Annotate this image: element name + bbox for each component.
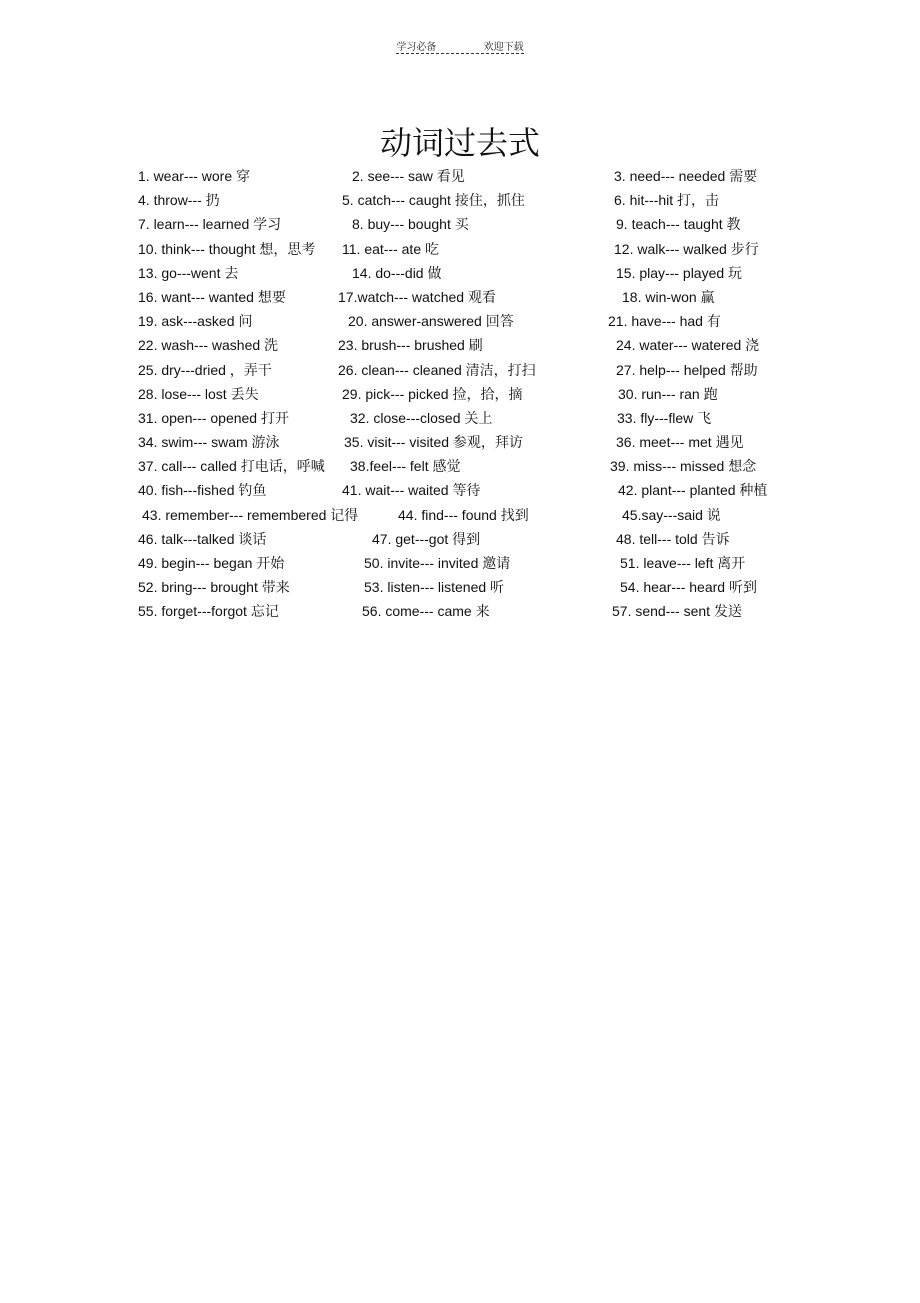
verb-row: [0, 311, 920, 335]
verb-entry: 37. call--- called 打电话，呼喊: [138, 458, 325, 475]
verb-entry: 50. invite--- invited 邀请: [364, 555, 511, 571]
verb-row: [0, 577, 920, 601]
verb-row: [0, 529, 920, 553]
verb-row: [0, 287, 920, 311]
verb-entry: 25. dry---dried ，弄干: [138, 361, 272, 378]
verb-entry: 29. pick--- picked 捡，拾，摘: [342, 385, 523, 402]
verb-entry: 48. tell--- told 告诉: [616, 530, 730, 547]
verb-list: [0, 166, 920, 626]
verb-entry: 20. answer-answered 回答: [348, 313, 514, 330]
verb-row: [0, 456, 920, 480]
verb-row: [0, 384, 920, 408]
verb-entry: 2. see--- saw 看见: [352, 168, 465, 184]
verb-entry: 47. get---got 得到: [372, 530, 481, 547]
verb-entry: 35. visit--- visited 参观，拜访: [344, 434, 523, 451]
verb-row: [0, 360, 920, 384]
verb-entry: 45.say---said 说: [622, 506, 721, 523]
verb-entry: 31. open--- opened 打开: [138, 409, 289, 426]
verb-entry: 34. swim--- swam 游泳: [138, 434, 280, 451]
verb-row: [0, 553, 920, 577]
verb-entry: 21. have--- had 有: [608, 313, 721, 330]
header-right-text: 欢迎下载: [483, 42, 524, 53]
verb-entry: 5. catch--- caught 接住，抓住: [342, 192, 525, 209]
verb-entry: 4. throw--- 扔: [138, 192, 220, 209]
verb-entry: 19. ask---asked 问: [138, 313, 253, 330]
verb-entry: 36. meet--- met 遇见: [616, 434, 744, 451]
verb-row: [0, 432, 920, 456]
verb-entry: 18. win-won 赢: [622, 288, 715, 305]
verb-entry: 8. buy--- bought 买: [352, 216, 469, 233]
verb-row: [0, 263, 920, 287]
verb-entry: 3. need--- needed 需要: [614, 168, 758, 184]
verb-entry: 40. fish---fished 钓鱼: [138, 482, 267, 499]
verb-row: [0, 480, 920, 504]
verb-entry: 6. hit---hit 打，击: [614, 192, 720, 209]
verb-entry: 51. leave--- left 离开: [620, 555, 746, 571]
verb-row: [0, 335, 920, 359]
verb-entry: 46. talk---talked 谈话: [138, 530, 267, 547]
verb-row: [0, 190, 920, 214]
verb-entry: 57. send--- sent 发送: [612, 603, 742, 620]
verb-entry: 56. come--- came 来: [362, 603, 490, 620]
verb-entry: 15. play--- played 玩: [616, 264, 743, 281]
verb-entry: 16. want--- wanted 想要: [138, 288, 286, 305]
verb-entry: 33. fly---flew 飞: [617, 409, 712, 426]
verb-entry: 32. close---closed 关上: [350, 409, 493, 426]
verb-entry: 7. learn--- learned 学习: [138, 216, 282, 233]
verb-entry: 39. miss--- missed 想念: [610, 458, 757, 475]
verb-entry: 13. go---went 去: [138, 264, 239, 281]
verb-entry: 28. lose--- lost 丢失: [138, 385, 259, 402]
verb-entry: 12. walk--- walked 步行: [614, 240, 759, 257]
verb-entry: 41. wait--- waited 等待: [342, 482, 481, 499]
verb-entry: 52. bring--- brought 带来: [138, 579, 290, 596]
verb-entry: 10. think--- thought 想，思考: [138, 240, 316, 257]
verb-entry: 38.feel--- felt 感觉: [350, 458, 461, 475]
verb-entry: 24. water--- watered 浇: [616, 337, 760, 354]
verb-entry: 22. wash--- washed 洗: [138, 337, 279, 354]
verb-entry: 43. remember--- remembered 记得: [142, 506, 359, 523]
verb-row: [0, 601, 920, 625]
verb-entry: 1. wear--- wore 穿: [138, 168, 251, 184]
header-divider: [396, 53, 524, 54]
verb-row: [0, 214, 920, 238]
verb-entry: 26. clean--- cleaned 清洁，打扫: [338, 361, 536, 378]
verb-entry: 14. do---did 做: [352, 264, 442, 281]
page-header: [0, 38, 920, 53]
verb-entry: 11. eat--- ate 吃: [342, 240, 440, 257]
verb-entry: 17.watch--- watched 观看: [338, 288, 496, 305]
verb-entry: 54. hear--- heard 听到: [620, 579, 757, 596]
verb-entry: 53. listen--- listened 听: [364, 579, 505, 596]
verb-entry: 23. brush--- brushed 刷: [338, 337, 483, 354]
verb-entry: 30. run--- ran 跑: [618, 385, 718, 402]
verb-entry: 27. help--- helped 帮助: [616, 361, 758, 378]
verb-row: [0, 505, 920, 529]
header-left-text: 学习必备: [396, 42, 437, 53]
page-title: 动词过去式: [379, 124, 540, 162]
verb-entry: 49. begin--- began 开始: [138, 555, 285, 571]
verb-entry: 42. plant--- planted 种植: [618, 482, 768, 499]
verb-entry: 9. teach--- taught 教: [616, 216, 741, 233]
verb-entry: 55. forget---forgot 忘记: [138, 603, 279, 620]
verb-row: [0, 166, 920, 190]
verb-row: [0, 408, 920, 432]
verb-row: [0, 239, 920, 263]
verb-entry: 44. find--- found 找到: [398, 506, 529, 523]
